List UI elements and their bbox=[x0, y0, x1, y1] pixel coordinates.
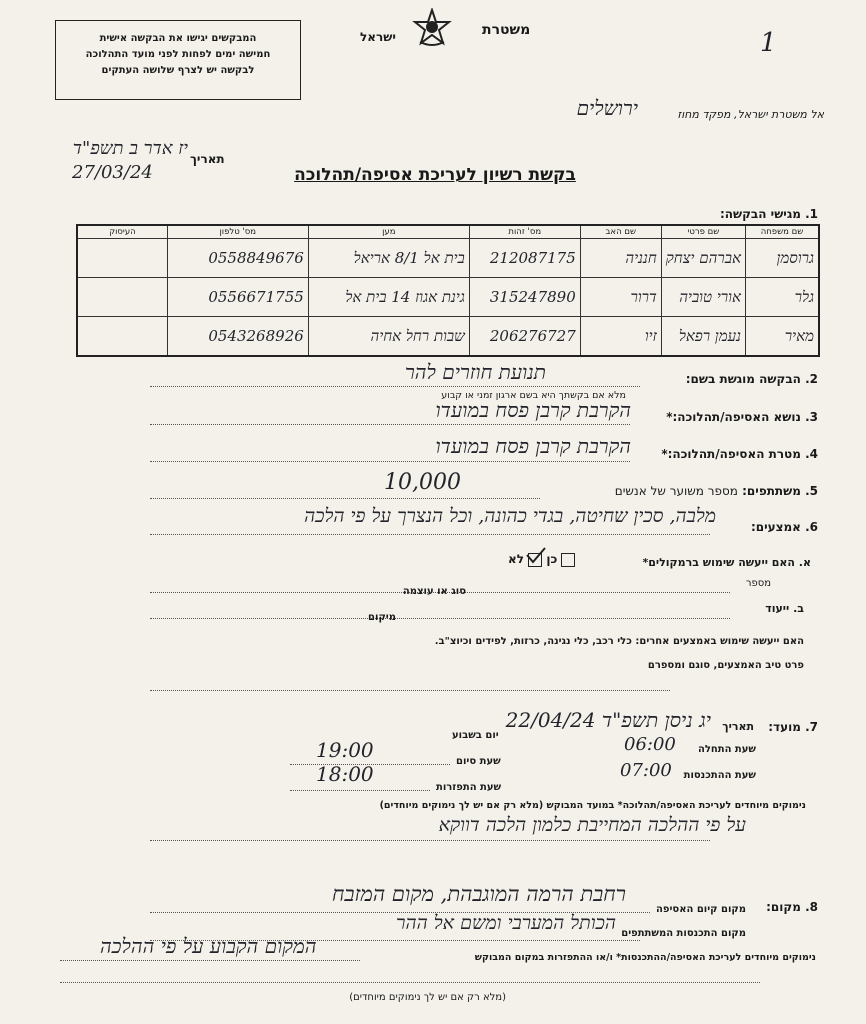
cell-phone: 0556671755 bbox=[167, 278, 308, 317]
no-checkbox[interactable] bbox=[528, 553, 542, 567]
cell-phone: 0543268926 bbox=[167, 317, 308, 357]
section4-label bbox=[661, 447, 818, 461]
cell-lastname: מאיר bbox=[746, 317, 820, 357]
section4-value: הקרבת קרבן פסח במועדו bbox=[435, 434, 631, 458]
yes-label: כן bbox=[546, 552, 558, 566]
gather-time-value: 07:00 bbox=[620, 760, 672, 781]
cell-firstname: נעמן רפאל bbox=[661, 317, 745, 357]
col-header: מס' זהות bbox=[469, 225, 580, 239]
meeting-date-value: יג ניסן תשפ"ד 22/04/24 bbox=[505, 708, 711, 732]
yes-no-group bbox=[508, 552, 575, 567]
country-name: ישראל bbox=[360, 30, 396, 44]
table-row bbox=[77, 239, 819, 278]
section-title: מטרת האסיפה/תהלוכה: bbox=[667, 447, 801, 461]
cell-occupation bbox=[77, 239, 167, 278]
yes-checkbox[interactable] bbox=[561, 553, 575, 567]
meeting-date-label: תאריך bbox=[722, 720, 754, 733]
gather-place-label: מקום התכנסות המשתתפים bbox=[621, 928, 746, 939]
field-line bbox=[150, 840, 710, 841]
gather-place-value: הכותל המערבי ומשם אל ההר bbox=[396, 912, 616, 934]
cell-firstname: אורי טוביה bbox=[661, 278, 745, 317]
weekday-label: יום בשבוע bbox=[452, 730, 499, 741]
special-reasons-value: על פי ההלכה המחייבת כלמון הלכה דווקא bbox=[438, 814, 746, 836]
section3-label bbox=[666, 410, 818, 424]
section-number: 8. bbox=[805, 900, 818, 914]
to-district: ירושלים bbox=[576, 96, 638, 120]
end-label: שעת סיום bbox=[456, 756, 501, 767]
field-line bbox=[150, 534, 710, 535]
section6-label bbox=[751, 520, 818, 534]
cell-lastname: גרוסמן bbox=[746, 239, 820, 278]
section3-value: הקרבת קרבן פסח במועדו bbox=[435, 398, 631, 422]
type-label: סוג או עוצמה bbox=[402, 586, 466, 597]
cell-address: בית אל 8/1 אריאל bbox=[308, 239, 469, 278]
field-line bbox=[290, 790, 430, 791]
special-reasons-label: נימוקים מיוחדים לעריכת האסיפה/תהלוכה* במועד המבוקש (מלא רק אם יש לך נימוקים מיוחדים) bbox=[379, 800, 806, 811]
field-line bbox=[60, 982, 760, 983]
cell-firstname: אברהם יצחק bbox=[661, 239, 745, 278]
col-header: שם פרטי bbox=[661, 225, 745, 239]
end-value: 19:00 bbox=[316, 738, 374, 762]
section-number: 5. bbox=[805, 484, 818, 498]
section-subtitle: מספר משוער של אנשים bbox=[614, 484, 738, 498]
section-number: 3. bbox=[805, 410, 818, 424]
notice-line: חמישה ימים לפחות לפני מועד התהלוכה bbox=[85, 49, 271, 60]
date-hebrew: יז אדר ב תשפ"ד bbox=[72, 138, 188, 159]
col-header: מס' טלפון bbox=[167, 225, 308, 239]
place-label: מקום קיום האסיפה bbox=[656, 904, 746, 915]
number-label: מספר bbox=[745, 578, 771, 589]
start-label: שעת התחלה bbox=[697, 744, 756, 755]
place-reasons-value: המקום הקבוע על פי ההלכה bbox=[100, 934, 317, 958]
notice-line: לבקשה יש לצרף שלושה העתקים bbox=[101, 65, 255, 76]
section2-note: מלא אם בקשתך היא בשם ארגון זמני או קבוע bbox=[441, 390, 626, 401]
to-line: אל משטרת ישראל, מפקד מחוז bbox=[677, 108, 824, 121]
cell-lastname: גלר bbox=[746, 278, 820, 317]
cell-id: 315247890 bbox=[469, 278, 580, 317]
section8-label bbox=[766, 900, 818, 914]
col-header: שם משפחה bbox=[746, 225, 820, 239]
required-mark: * bbox=[661, 447, 668, 461]
table-row bbox=[77, 317, 819, 357]
section-title: מועד: bbox=[768, 720, 801, 734]
org-name: משטרת bbox=[482, 22, 531, 38]
col-header: שם האב bbox=[580, 225, 661, 239]
notice-line: המבקשים יגישו את הבקשה אישית bbox=[99, 33, 257, 44]
field-line bbox=[150, 618, 730, 619]
disperse-label: שעת התפזרות bbox=[436, 782, 502, 793]
required-mark: * bbox=[666, 410, 673, 424]
section-title: מגישי הבקשה: bbox=[719, 207, 801, 221]
col-header: העיסוק bbox=[77, 225, 167, 239]
section-title: נושא האסיפה/תהלוכה: bbox=[672, 410, 801, 424]
section-number: 6. bbox=[805, 520, 818, 534]
section2-value: תנועת חוזרים להר bbox=[404, 360, 546, 384]
field-line bbox=[150, 498, 540, 499]
location-label: מיקום bbox=[368, 612, 396, 623]
place-value: רחבת הרמה המוגבהת, מקום המזבח bbox=[331, 882, 626, 906]
section-title: הבקשה מוגשת בשם: bbox=[685, 372, 801, 386]
cell-father: חנניה bbox=[580, 239, 661, 278]
section7-label bbox=[768, 720, 818, 734]
section-title: אמצעים: bbox=[750, 520, 801, 534]
form-title: בקשת רשיון לעריכת אסיפה/תהלוכה bbox=[294, 165, 576, 185]
other-means-question: האם ייעשה שימוש באמצעים אחרים: כלי רכב, כלי נגינה, כרזות, לפידים וכיוצ"ב. bbox=[434, 636, 804, 647]
applicants-table bbox=[76, 224, 820, 357]
cell-address: שבות רחל אחיה bbox=[308, 317, 469, 357]
cell-address: גינת אגוז 14 בית אל bbox=[308, 278, 469, 317]
police-emblem-icon bbox=[412, 8, 452, 48]
date-value: 27/03/24 bbox=[72, 162, 153, 183]
disperse-value: 18:00 bbox=[316, 762, 374, 786]
table-row bbox=[77, 278, 819, 317]
section-number: 2. bbox=[805, 372, 818, 386]
field-line bbox=[150, 461, 630, 462]
no-label: לא bbox=[508, 552, 524, 566]
section5-label bbox=[615, 484, 818, 498]
section1-label bbox=[720, 207, 818, 221]
section6-value: מלבה, סכין שחיטה, בגדי כהונה, וכל הנצרך על פי הלכה bbox=[304, 505, 716, 527]
gather-time-label: שעת ההתכנסות bbox=[683, 770, 756, 781]
section-title: משתתפים: bbox=[742, 484, 801, 498]
field-line bbox=[60, 960, 360, 961]
page-number: 1 bbox=[760, 28, 777, 58]
means-detail-label: פרט טיב האמצעים, סוגם ומספרם bbox=[647, 660, 804, 671]
purpose-label: ב. ייעוד bbox=[765, 602, 804, 615]
field-line bbox=[150, 690, 670, 691]
col-header: מען bbox=[308, 225, 469, 239]
cell-occupation bbox=[77, 278, 167, 317]
cell-father: זיו bbox=[580, 317, 661, 357]
cell-father: דרור bbox=[580, 278, 661, 317]
cell-id: 212087175 bbox=[469, 239, 580, 278]
date-label: תאריך bbox=[190, 152, 225, 166]
section5-value: 10,000 bbox=[384, 470, 461, 495]
field-line bbox=[150, 386, 640, 387]
section-number: 1. bbox=[805, 207, 818, 221]
place-note: (מלא רק אם יש לך נימוקים מיוחדים) bbox=[349, 992, 506, 1003]
start-value: 06:00 bbox=[624, 734, 676, 755]
section-number: 4. bbox=[805, 447, 818, 461]
cell-id: 206276727 bbox=[469, 317, 580, 357]
cell-occupation bbox=[77, 317, 167, 357]
loudspeaker-question: א. האם ייעשה שימוש ברמקולים* bbox=[642, 556, 811, 569]
place-reasons-label: נימוקים מיוחדים לעריכת האסיפה/ההתכנסות* ו/או ההתפזרות במקום המבוקש bbox=[474, 952, 816, 963]
section-number: 7. bbox=[805, 720, 818, 734]
section2-label bbox=[686, 372, 818, 386]
cell-phone: 0558849676 bbox=[167, 239, 308, 278]
field-line bbox=[150, 424, 630, 425]
notice-box bbox=[55, 20, 301, 100]
section-title: מקום: bbox=[766, 900, 801, 914]
